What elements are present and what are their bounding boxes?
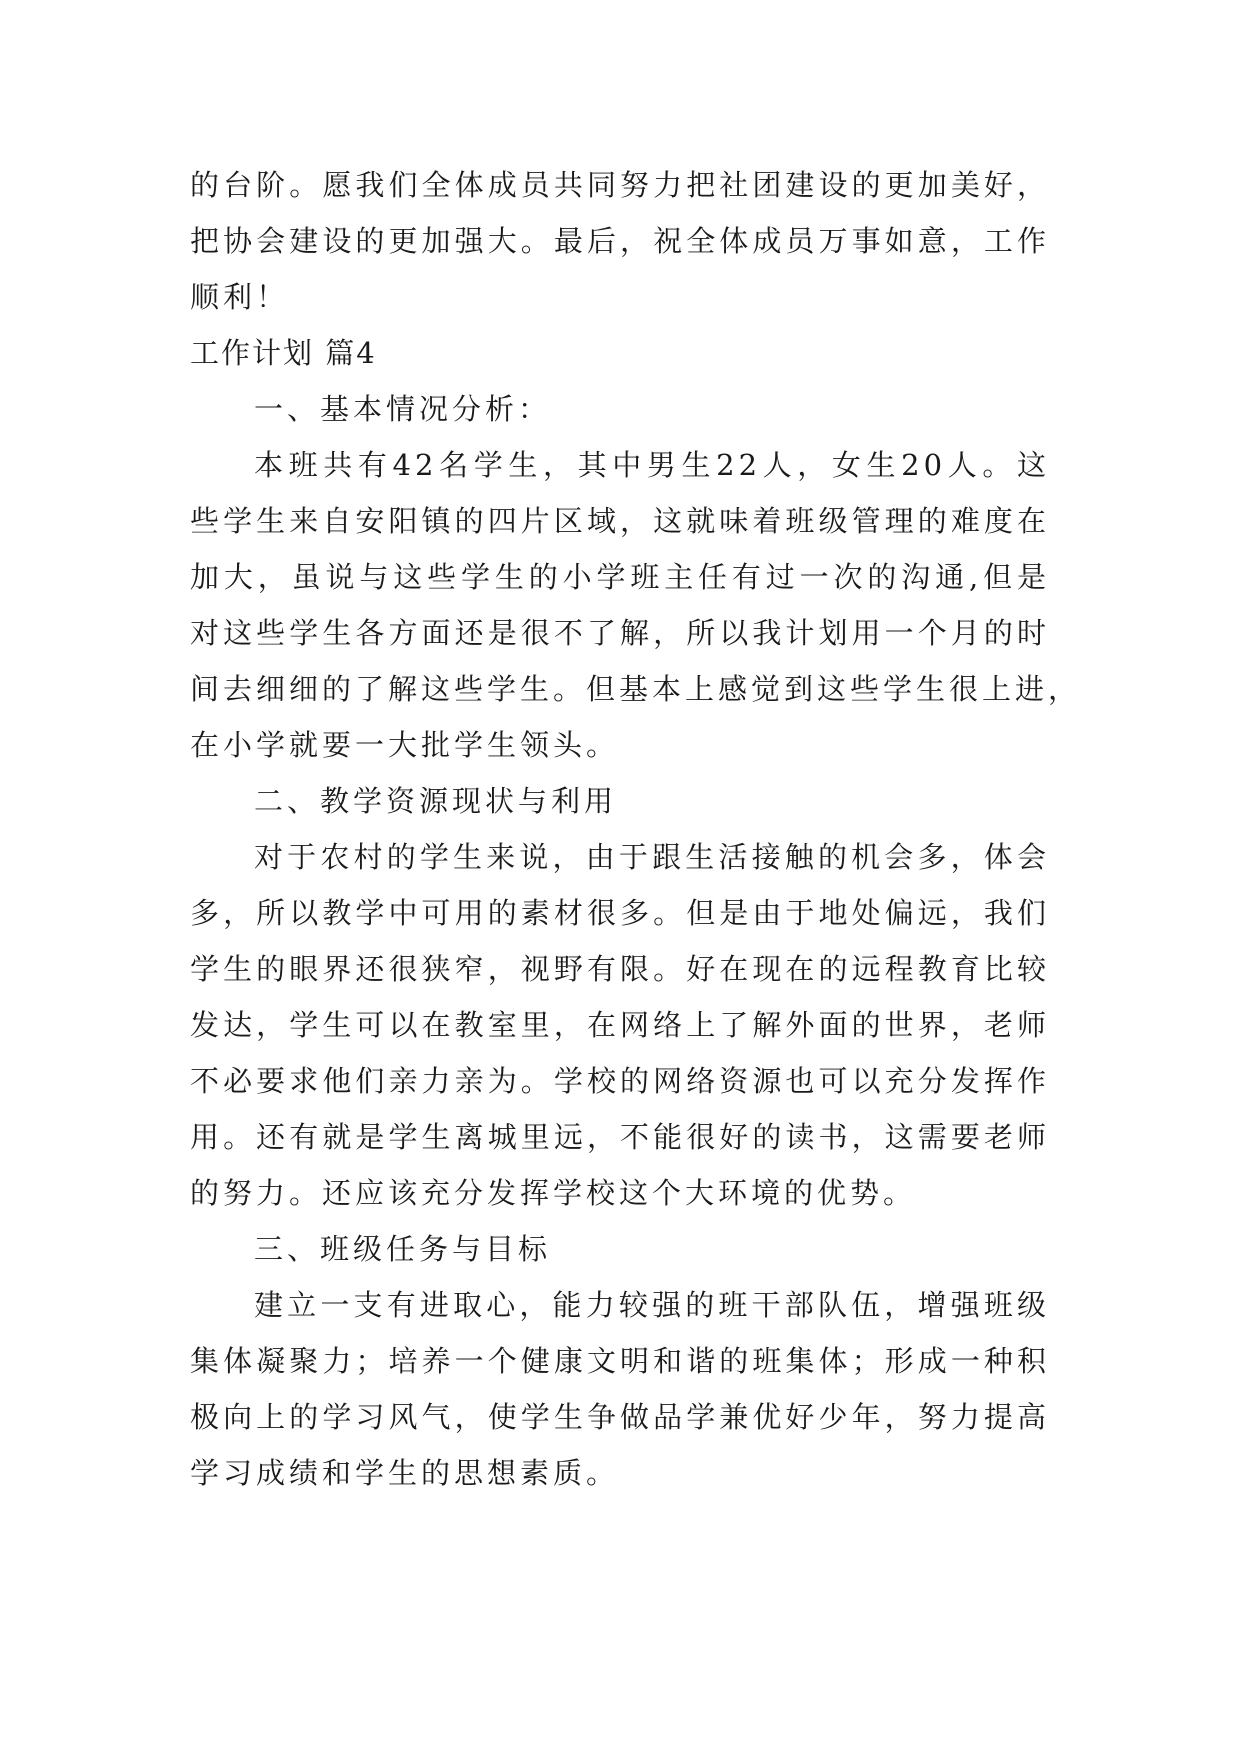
paragraph-line: 的台阶。愿我们全体成员共同努力把社团建设的更加美好， — [190, 168, 1050, 202]
paragraph-line: 用。还有就是学生离城里远，不能很好的读书，这需要老师 — [190, 1120, 1050, 1154]
section-heading: 三、班级任务与目标 — [254, 1232, 552, 1266]
paragraph-line: 学生的眼界还很狭窄，视野有限。好在现在的远程教育比较 — [190, 952, 1050, 986]
paragraph-line: 集体凝聚力；培养一个健康文明和谐的班集体；形成一种积 — [190, 1344, 1050, 1378]
paragraph-line: 对这些学生各方面还是很不了解，所以我计划用一个月的时 — [190, 616, 1050, 650]
paragraph-line: 把协会建设的更加强大。最后，祝全体成员万事如意，工作 — [190, 224, 1050, 258]
section-title: 工作计划 篇4 — [190, 336, 377, 370]
section-heading: 二、教学资源现状与利用 — [254, 784, 618, 818]
document-body — [190, 157, 1082, 1501]
paragraph-line: 发达，学生可以在教室里，在网络上了解外面的世界，老师 — [190, 1008, 1050, 1042]
paragraph-line: 些学生来自安阳镇的四片区域，这就味着班级管理的难度在 — [190, 504, 1050, 538]
paragraph-line: 对于农村的学生来说，由于跟生活接触的机会多，体会 — [254, 840, 1050, 874]
paragraph-line: 顺利！ — [190, 280, 290, 314]
paragraph-line: 建立一支有进取心，能力较强的班干部队伍，增强班级 — [254, 1288, 1050, 1322]
paragraph-line: 不必要求他们亲力亲为。学校的网络资源也可以充分发挥作 — [190, 1064, 1050, 1098]
paragraph-line: 多，所以教学中可用的素材很多。但是由于地处偏远，我们 — [190, 896, 1050, 930]
paragraph-line: 学习成绩和学生的思想素质。 — [190, 1456, 620, 1490]
paragraph-line: 极向上的学习风气，使学生争做品学兼优好少年，努力提高 — [190, 1400, 1050, 1434]
paragraph-line: 本班共有42名学生，其中男生22人，女生20人。这 — [254, 448, 1050, 482]
paragraph-line: 加大，虽说与这些学生的小学班主任有过一次的沟通,但是 — [190, 560, 1050, 594]
paragraph-line: 的努力。还应该充分发挥学校这个大环境的优势。 — [190, 1176, 917, 1210]
paragraph-line: 在小学就要一大批学生领头。 — [190, 728, 620, 762]
section-heading: 一、基本情况分析： — [254, 392, 552, 426]
paragraph-line: 间去细细的了解这些学生。但基本上感觉到这些学生很上进， — [190, 672, 1082, 706]
